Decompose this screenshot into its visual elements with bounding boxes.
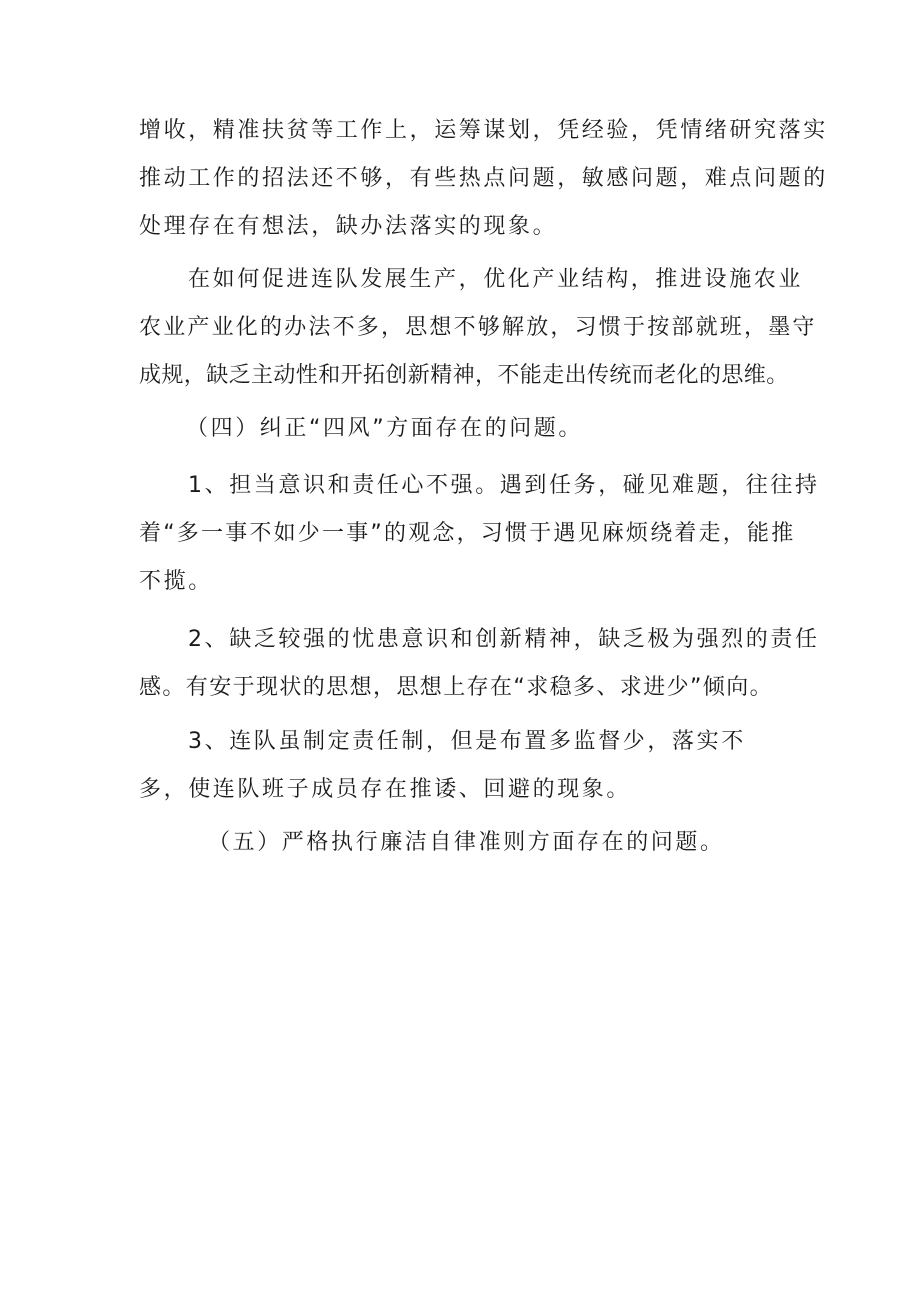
list-item-2-line: 感。有安于现状的思想，思想上存在“求稳多、求进少”倾向。 bbox=[139, 675, 773, 700]
paragraph-line: 增收，精准扶贫等工作上，运筹谋划，凭经验，凭情绪研究落实 bbox=[139, 118, 828, 143]
paragraph-line: 在如何促进连队发展生产，优化产业结构，推进设施农业 bbox=[188, 267, 804, 292]
list-item-3-line: 多，使连队班子成员存在推诿、回避的现象。 bbox=[139, 777, 632, 802]
list-item-2-line: 2、缺乏较强的忧患意识和创新精神，缺乏极为强烈的责任 bbox=[188, 627, 820, 652]
list-item-1-line: 着“多一事不如少一事”的观念，习惯于遇见麻烦绕着走，能推 bbox=[139, 521, 796, 546]
section-heading-four: （四）纠正“四风”方面存在的问题。 bbox=[186, 416, 583, 441]
paragraph-line: 推动工作的招法还不够，有些热点问题，敏感问题，难点问题的 bbox=[139, 166, 828, 191]
section-heading-five: （五）严格执行廉洁自律准则方面存在的问题。 bbox=[208, 830, 725, 855]
list-item-3-line: 3、连队虽制定责任制，但是布置多监督少，落实不 bbox=[188, 729, 746, 754]
paragraph-line: 成规，缺乏主动性和开拓创新精神，不能走出传统而老化的思维。 bbox=[139, 363, 789, 388]
list-item-1-line: 不揽。 bbox=[139, 569, 213, 594]
list-item-1-line: 1、担当意识和责任心不强。遇到任务，碰见难题，往往持 bbox=[188, 473, 820, 498]
paragraph-line: 处理存在有想法，缺办法落实的现象。 bbox=[139, 214, 558, 239]
paragraph-line: 农业产业化的办法不多，思想不够解放，习惯于按部就班，墨守 bbox=[139, 315, 817, 340]
